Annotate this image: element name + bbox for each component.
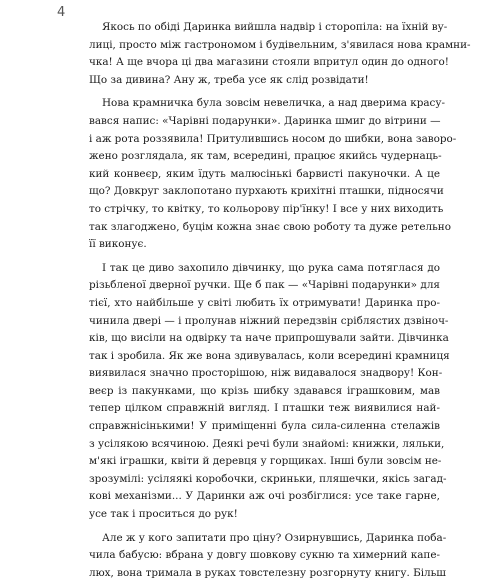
text-line: з усілякою всячиною. Деякі речі були знайомі: книжки, ляльки, [89,437,445,450]
text-line: чила бабусю: вбрана у довгу шовкову сукню та химерний капе- [89,549,440,562]
text-line: кові механізми... У Даринки аж очі розбіглися: усе таке гарне, [89,490,440,503]
text-line: жено розглядала, як там, всередині, працює якийсь чудернаць- [89,150,442,163]
paragraph [89,530,447,582]
text-line: лиці, просто між гастрономом і будівельним, з'явилася нова крамни- [89,38,471,51]
page-number: 4 [57,5,66,20]
text-line: І так це диво захопило дівчинку, що рука сама потяглася до [102,261,440,274]
text-line: Якось по обіді Даринка вийшла надвір і сторопіла: на їхній ву- [102,21,448,33]
text-line: так і зробила. Як же вона здивувалась, коли всередині крамниця [89,349,450,362]
text-line: що? Довкруг заклопотано пурхають крихітні пташки, підносячи [89,185,444,198]
text-line: Але ж у кого запитати про ціну? Озирнувшись, Даринка поба- [102,531,447,544]
text-line: Нова крамничка була зовсім невеличка, а над дверима красу- [102,97,445,110]
text-line: Що за дивина? Ану ж, треба усе як слід розвідати! [89,73,369,86]
text-line: зрозумілі: усіляякі коробочки, скриньки, пляшечки, якісь загад- [89,472,447,485]
text-line: чка! А ще вчора ці два магазини стояли впритул один до одного! [89,56,449,69]
text-line: чинила двері — і пролунав ніжний передзвін сріблястих дзвіноч- [89,314,449,327]
text-line: різьбленої дверної ручки. Ще б пак — «Чарівні подарунки» для [89,279,440,292]
text-line: кий конвеєр, яким їдуть малюсінькі барвисті пакуночки. А це [89,167,440,180]
paragraph [89,95,457,253]
paragraph [89,260,450,524]
text-line: веєр із пакунками, що крізь шибку здавався іграшковим, мав [89,384,440,397]
text-line: вався напис: «Чарівні подарунки». Даринка шмиг до вітрини — [89,114,441,127]
text-line: так злагоджено, буцім кожна знає свою роботу та дуже ретельно [89,220,451,233]
text-line: м'які іграшки, квіти й деревця у горщиках. Інші були зовсім не- [89,455,442,468]
text-line: справжнісінькими! У приміщенні була сила-силенна стелажів [89,420,440,433]
text-line: тієї, хто найбільше у світі любить їх отримувати! Даринка про- [89,296,440,309]
text-line: люх, вона тримала в руках товстелезну розгорнуту книгу. Більш [89,566,446,579]
text-line: виявилася значно просторішою, ніж видавалося знадвору! Кон- [89,367,443,380]
text-line: і аж рота роззявила! Притулившись носом до шибки, вона заворо- [89,132,457,145]
text-line: то стрічку, то квітку, то кольорову пір'їнку! І все у них виходить [89,202,444,215]
text-line: її виконує. [89,238,147,251]
text-line: усе так і проситься до рук! [89,508,238,521]
paragraph [89,19,471,89]
text-line: ків, що висіли на одвірку та наче припрошували зайти. Дівчинка [89,332,449,345]
body-text [89,19,471,582]
text-line: тепер цілком справжній вигляд. І пташки теж виявилися най- [89,402,440,415]
